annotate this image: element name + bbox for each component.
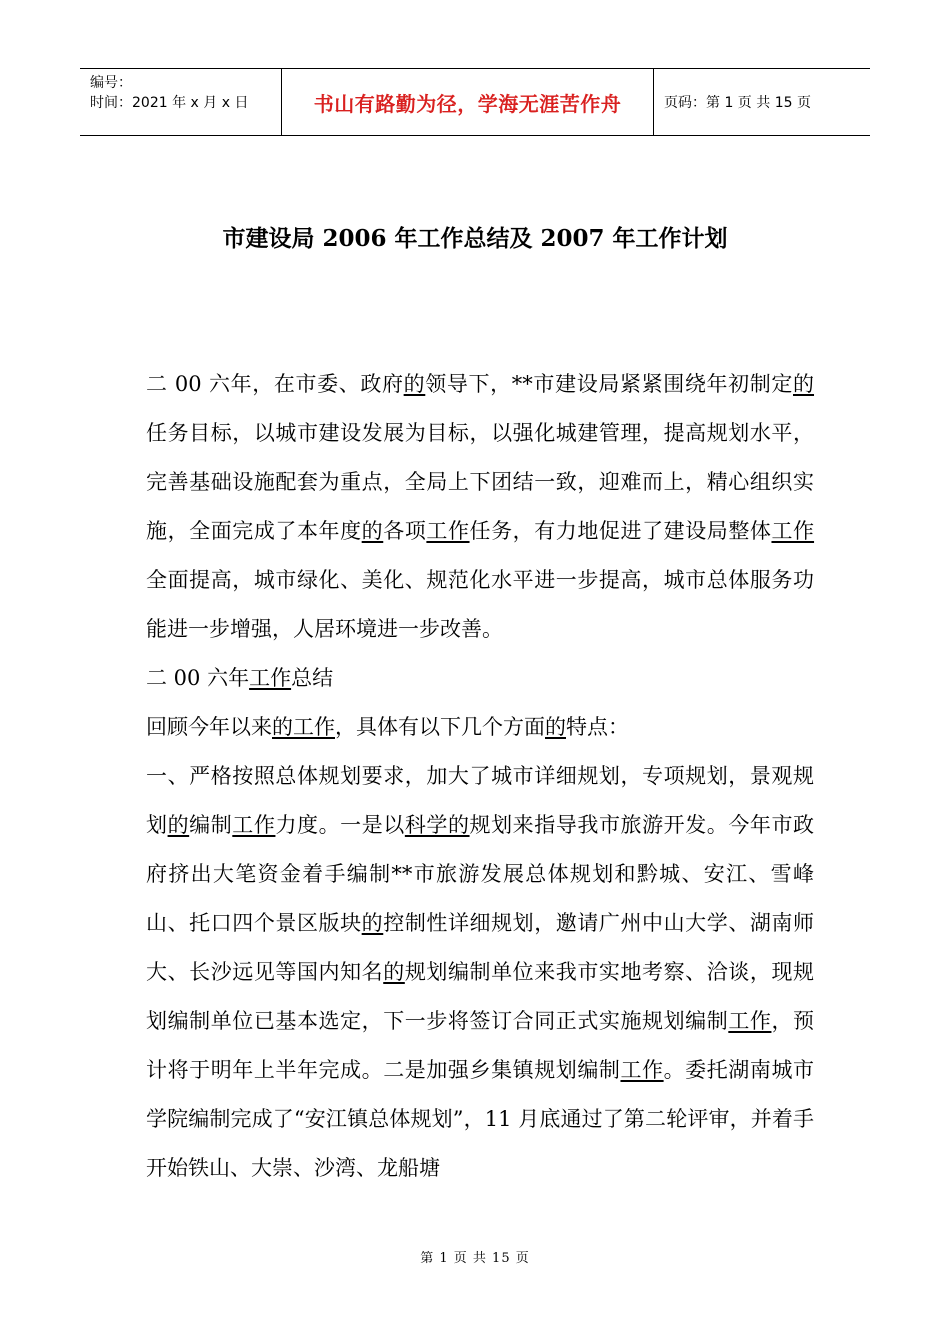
underlined-text: 的: [361, 519, 384, 543]
underlined-text: 工作: [771, 519, 815, 543]
underlined-text: 的: [361, 911, 384, 935]
underlined-text: 的: [167, 813, 190, 837]
underlined-text: 工作: [728, 1009, 772, 1033]
underlined-text: 工作: [249, 666, 292, 690]
body-paragraph: [146, 752, 814, 1193]
header-motto: 书山有路勤为径，学海无涯苦作舟: [313, 91, 622, 116]
header-page-info: 页码：第 1 页 共 15 页: [664, 95, 811, 111]
header-motto-cell: [281, 69, 654, 135]
document-header: [80, 68, 870, 136]
header-page-cell: [654, 69, 870, 135]
underlined-text: 工作: [620, 1058, 664, 1082]
paragraph-text: 规划编制单位来我市实地考察、洽谈，现规划编制单位已基本选定，下一步将签订合同正式实施规划编制: [146, 960, 815, 1033]
paragraph-text: 全面提高，城市绿化、美化、规范化水平进一步提高，城市总体服务功能进一步增强，人居环境进一步改善。: [146, 568, 814, 641]
underlined-text: 科学的: [404, 813, 470, 837]
number-label: 编号：: [90, 75, 132, 91]
underlined-text: 的: [383, 960, 405, 984]
paragraph-text: 二 00 六年: [146, 666, 250, 690]
paragraph-text: 。委托湖南城市学院编制完成了“安江镇总体规划”，11 月底通过了第二轮评审，并着手开始铁山、大崇、沙湾、龙船塘: [146, 1058, 815, 1180]
time-label: 时间：2021 年 x 月 x 日: [90, 95, 249, 111]
document-title: 市建设局 2006 年工作总结及 2007 年工作计划: [222, 225, 728, 252]
underlined-text: 的工作: [272, 715, 335, 739]
paragraph-text: 特点：: [566, 715, 629, 739]
paragraph-text: 任务目标，以城市建设发展为目标，以强化城建管理，提高规划水平，完善基础设施配套为重点，全局上下团结一致，迎难而上，精心组织实施，全面完成了本年度: [146, 421, 814, 543]
document-body: [146, 360, 814, 1193]
paragraph-text: 总结: [291, 666, 334, 690]
paragraph-text: 规划来指导我市旅游开发。今年市政府挤出大笔资金着手编制**市旅游发展总体规划和黔城、安江、雪峰山、托口四个景区版块: [146, 813, 815, 935]
paragraph-text: 控制性详细规划，邀请广州中山大学、湖南师大、长沙远见等国内知名: [146, 911, 815, 984]
underlined-text: 的: [793, 372, 815, 396]
paragraph-text: ，预计将于明年上半年完成。二是加强乡集镇规划编制: [146, 1009, 815, 1082]
header-meta: [80, 69, 281, 135]
paragraph-text: 编制: [189, 813, 233, 837]
paragraph-text: 回顾今年以来: [146, 715, 272, 739]
paragraph-text: 二 00 六年，在市委、政府: [146, 372, 404, 396]
underlined-text: 工作: [232, 813, 276, 837]
paragraph-text: 领导下，**市建设局紧紧围绕年初制定: [425, 372, 794, 396]
underlined-text: 的: [545, 715, 566, 739]
body-paragraph: [146, 703, 814, 752]
body-paragraph: [146, 360, 814, 654]
paragraph-text: 一、严格按照总体规划要求，加大了城市详细规划，专项规划，景观规划: [146, 764, 814, 837]
page-footer: 第 1 页 共 15 页: [420, 1251, 530, 1266]
paragraph-text: 各项: [383, 519, 427, 543]
paragraph-text: ，具体有以下几个方面: [335, 715, 545, 739]
paragraph-text: 任务，有力地促进了建设局整体: [469, 519, 772, 543]
underlined-text: 工作: [426, 519, 470, 543]
body-paragraph: [146, 654, 814, 703]
paragraph-text: 力度。一是以: [275, 813, 405, 837]
underlined-text: 的: [403, 372, 426, 396]
